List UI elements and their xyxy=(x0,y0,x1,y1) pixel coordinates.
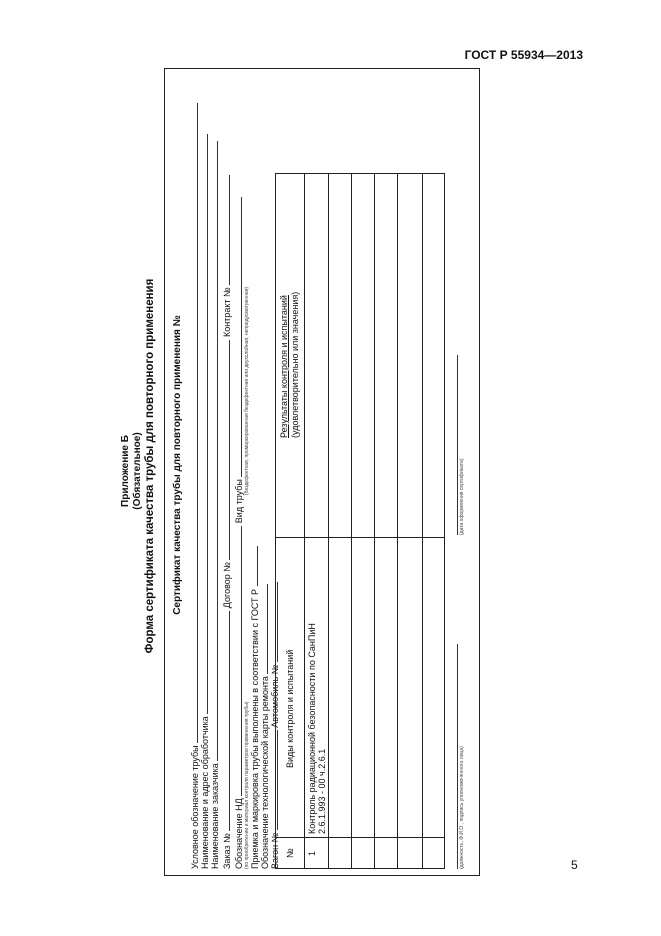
fill-line xyxy=(189,103,198,743)
field-order xyxy=(221,175,232,869)
col-divider xyxy=(276,837,444,838)
field-label: Наименование и адрес обработчика xyxy=(200,716,210,869)
page-number: 5 xyxy=(571,858,578,872)
appendix-title: Приложение Б xyxy=(120,435,131,507)
document-code: ГОСТ Р 55934—2013 xyxy=(464,48,583,62)
row-divider xyxy=(304,174,305,868)
row-divider xyxy=(328,174,329,868)
fill-line xyxy=(233,526,242,796)
results-table xyxy=(275,173,445,869)
field-label: Контракт № xyxy=(222,287,232,338)
field-label: Вагон № xyxy=(270,832,280,869)
rotated-form-block xyxy=(110,68,480,876)
appendix-heading xyxy=(120,366,144,576)
pipe-type-hint: (бездефектная, промаркированная бездефектная или двухслойная, непредусмотренная) xyxy=(244,286,250,495)
field-nd xyxy=(233,197,244,869)
header-types: Виды контроля и испытаний xyxy=(285,649,295,768)
field-label: Наименование заказчика xyxy=(210,763,220,869)
fill-line xyxy=(233,197,242,477)
field-label: Автомобиль № xyxy=(270,664,280,728)
signature-left: (должность, Ф.И.О., подпись уполномоченного лица) xyxy=(457,644,465,869)
field-label: Договор № xyxy=(222,562,232,609)
field-customer xyxy=(209,141,220,869)
fill-line xyxy=(209,141,218,761)
field-label: Приемка и маркировка трубы выполнены в соответствии с ГОСТ Р xyxy=(250,588,260,869)
nd-hint: (по приобретении и материал контроля параметров применения трубы) xyxy=(244,701,250,869)
row-divider xyxy=(351,174,352,868)
row-divider xyxy=(397,174,398,868)
appendix-status: (Обязательное) xyxy=(132,432,143,510)
field-label: Вид трубы xyxy=(234,479,244,524)
row-divider xyxy=(422,174,423,868)
fill-line xyxy=(249,546,258,586)
field-label: Обозначение НД xyxy=(234,798,244,869)
fill-line xyxy=(221,175,230,285)
header-results-note: (удовлетворительно или значения) xyxy=(290,291,300,438)
header-num: № xyxy=(285,848,295,858)
field-label: Условное обозначение трубы xyxy=(190,745,200,869)
certificate-title: Сертификат качества трубы для повторного применения № xyxy=(172,315,183,615)
col-divider xyxy=(276,537,444,538)
field-label: Заказ № xyxy=(222,833,232,869)
fill-line xyxy=(221,611,230,831)
header-results: Результаты контроля и испытаний xyxy=(279,295,289,438)
signature-right: (дата оформления сертификата) xyxy=(457,355,465,535)
field-label: Обозначение технологической карты ремонта xyxy=(260,676,270,869)
fill-line xyxy=(259,584,268,674)
row-1-type-line1: Контроль радиационной безопасности по СанПиН xyxy=(307,623,317,834)
row-1-num: 1 xyxy=(307,850,317,856)
fill-line xyxy=(199,134,208,714)
form-title: Форма сертификата качества трубы для повторного применения xyxy=(144,278,156,654)
row-divider xyxy=(374,174,375,868)
fill-line xyxy=(221,340,230,560)
row-1-type-line2: 2.6.1.993 - 00 ч.2.6.1 xyxy=(317,748,327,834)
certificate-frame xyxy=(164,68,480,876)
